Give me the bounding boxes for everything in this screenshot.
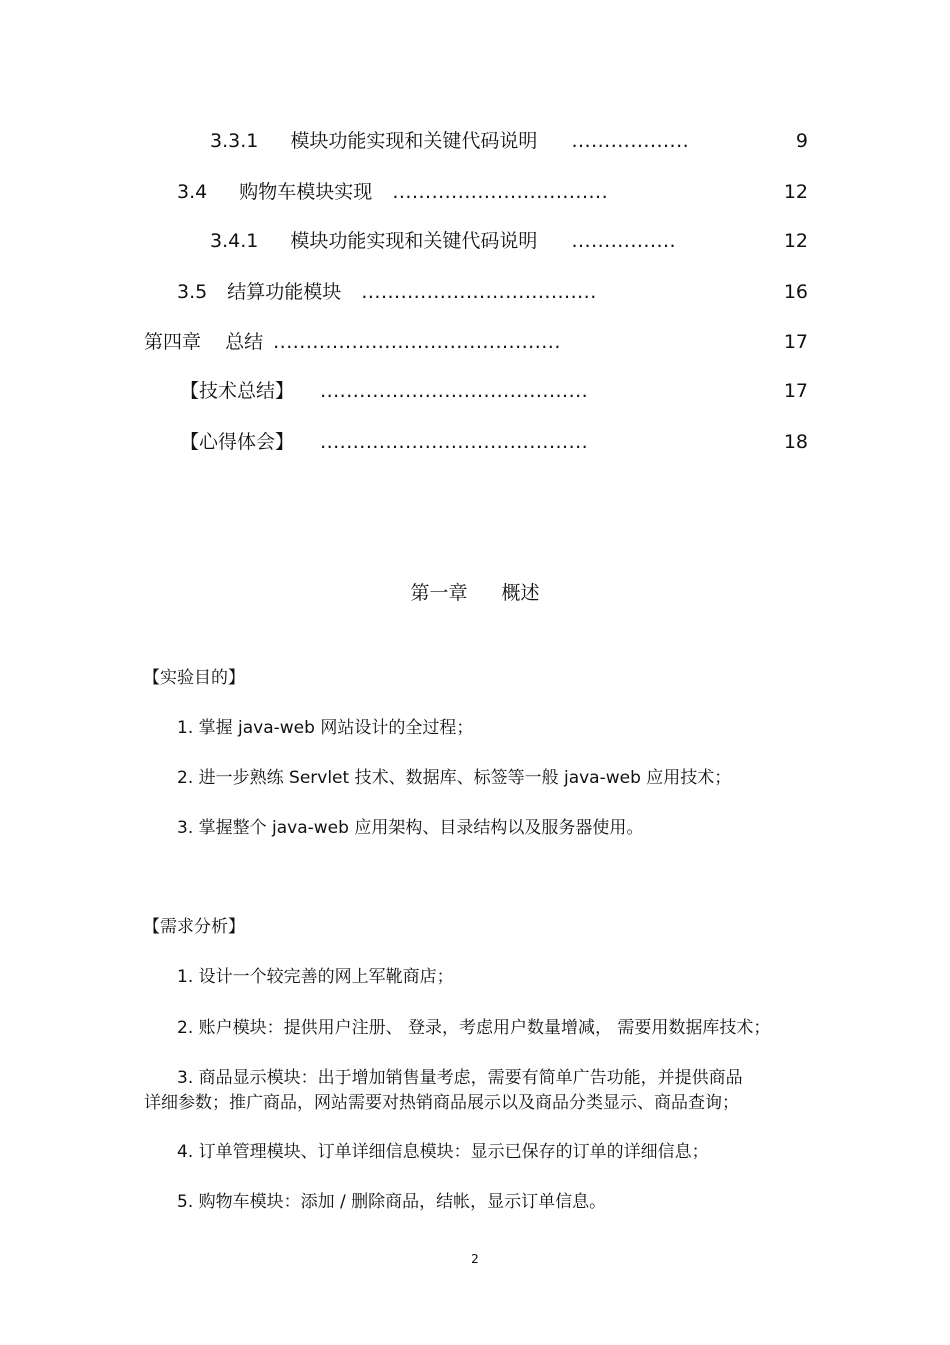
toc-page-number: 18 [783, 431, 808, 453]
toc-leader: .................. [571, 130, 690, 152]
chapter-label: 第一章 [410, 582, 468, 604]
toc-title: 【心得体会】 [180, 431, 295, 453]
chapter-heading [0, 578, 950, 605]
toc-number: 3.5 [177, 281, 208, 303]
section-heading-requirements: 【需求分析】 [143, 917, 245, 937]
toc-leader: ............................................ [273, 331, 561, 353]
toc-entry[interactable] [210, 229, 676, 253]
toc-page-number: 16 [783, 281, 808, 303]
toc-entry[interactable] [180, 379, 588, 403]
chapter-title: 概述 [501, 582, 540, 604]
requirement-item-continued: 详细参数；推广商品，网站需要对热销商品展示以及商品分类显示、商品查询； [144, 1093, 739, 1113]
toc-title: 模块功能实现和关键代码说明 [290, 230, 538, 252]
toc-page-number: 17 [783, 331, 808, 353]
toc-number: 3.4 [177, 181, 208, 203]
toc-entry[interactable] [144, 330, 561, 354]
toc-title: 购物车模块实现 [239, 181, 373, 203]
toc-title: 【技术总结】 [180, 380, 295, 402]
toc-title: 总结 [225, 331, 264, 353]
toc-leader: ................................. [392, 181, 609, 203]
toc-entry[interactable] [177, 280, 597, 304]
toc-number: 3.3.1 [210, 130, 259, 152]
toc-entry[interactable] [210, 129, 689, 153]
toc-page-number: 17 [783, 380, 808, 402]
toc-title: 结算功能模块 [227, 281, 342, 303]
toc-leader: ......................................... [320, 431, 589, 453]
purpose-item: 3. 掌握整个 java-web 应用架构、目录结构以及服务器使用。 [177, 818, 644, 838]
section-heading-purpose: 【实验目的】 [143, 668, 245, 688]
toc-number: 3.4.1 [210, 230, 259, 252]
toc-number: 第四章 [144, 331, 202, 353]
page-number: 2 [471, 1252, 479, 1266]
requirement-item: 1. 设计一个较完善的网上军靴商店； [177, 967, 454, 987]
toc-entry[interactable] [177, 180, 608, 204]
requirement-item: 4. 订单管理模块、订单详细信息模块：显示已保存的订单的详细信息； [177, 1142, 709, 1162]
purpose-item: 2. 进一步熟练 Servlet 技术、数据库、标签等一般 java-web 应用技术； [177, 768, 732, 788]
purpose-item: 1. 掌握 java-web 网站设计的全过程； [177, 718, 474, 738]
toc-page-number: 12 [783, 181, 808, 203]
requirement-item: 3. 商品显示模块：出于增加销售量考虑，需要有简单广告功能，并提供商品 [177, 1068, 743, 1088]
toc-entry[interactable] [180, 430, 588, 454]
requirement-item: 2. 账户模块：提供用户注册、 登录，考虑用户数量增减， 需要用数据库技术； [177, 1018, 771, 1038]
requirement-item: 5. 购物车模块：添加 / 删除商品，结帐，显示订单信息。 [177, 1192, 607, 1212]
toc-leader: ......................................... [320, 380, 589, 402]
toc-leader: .................................... [361, 281, 597, 303]
toc-page-number: 9 [795, 130, 808, 152]
toc-leader: ................ [571, 230, 677, 252]
toc-title: 模块功能实现和关键代码说明 [290, 130, 538, 152]
toc-page-number: 12 [783, 230, 808, 252]
